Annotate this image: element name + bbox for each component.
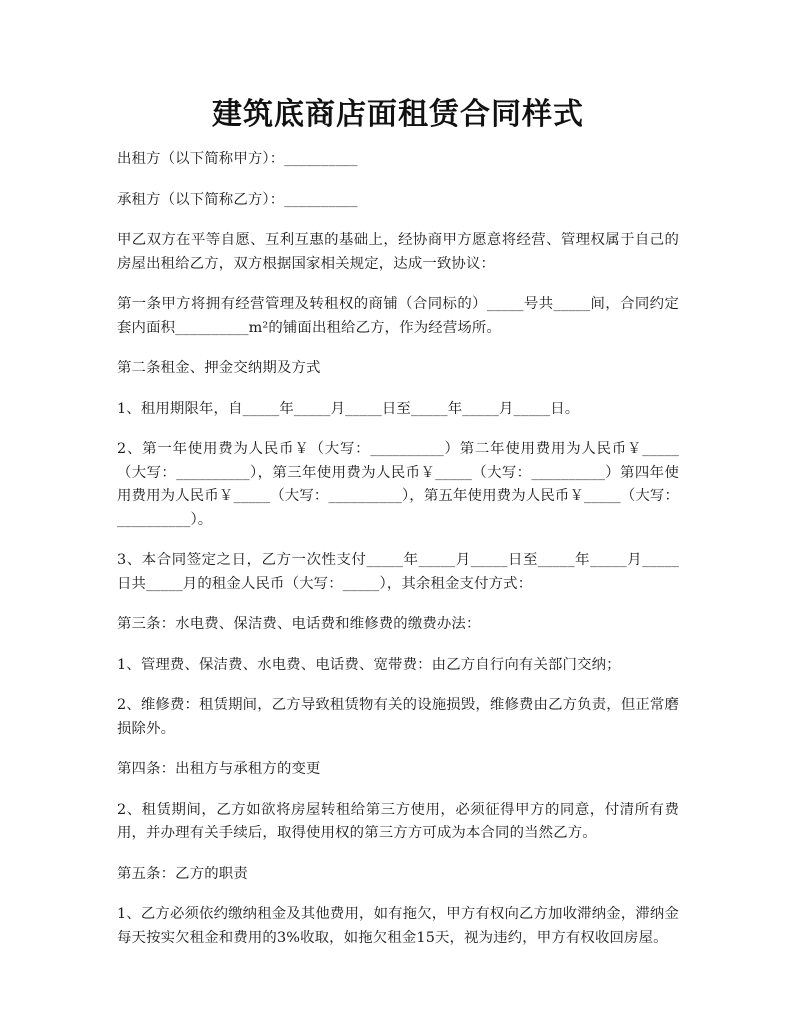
article-4-heading: 第四条：出租方与承租方的变更 bbox=[117, 761, 321, 777]
article-3-heading: 第三条：水电费、保洁费、电话费和维修费的缴费办法： bbox=[117, 616, 481, 632]
article-5-clause-1: 1、乙方必须依约缴纳租金及其他费用，如有拖欠，甲方有权向乙方加收滞纳金，滞纳金每天按实欠租金和费用的3%收取，如拖欠租金15天，视为违约，甲方有权收回房屋。 bbox=[117, 906, 679, 946]
preamble-paragraph: 甲乙双方在平等自愿、互利互惠的基础上，经协商甲方愿意将经营、管理权属于自己的房屋出租给乙方，双方根据国家相关规定，达成一致协议： bbox=[117, 232, 679, 272]
article-2-clause-3: 3、本合同签定之日，乙方一次性支付_____年_____月_____日至_____年_____月_____日共_____月的租金人民币（大写：_____），其余租金支付方式： bbox=[117, 552, 679, 592]
party-b-line: 承租方（以下简称乙方）：__________ bbox=[117, 191, 358, 208]
article-4-clause-2: 2、租赁期间，乙方如欲将房屋转租给第三方使用，必须征得甲方的同意，付清所有费用，并办理有关手续后，取得使用权的第三方方可成为本合同的当然乙方。 bbox=[117, 801, 679, 841]
party-a-line: 出租方（以下简称甲方）：__________ bbox=[117, 151, 358, 167]
document-title: 建筑底商店面租赁合同样式 bbox=[212, 97, 584, 132]
article-2-clause-2: 2、第一年使用费为人民币￥（大写：__________）第二年使用费用为人民币￥_____（大写：__________），第三年使用费为人民币￥_____（大写：__________）第四年使用费用为人民币￥_____（大写：__________），第五年使用费为人民币￥_____（大写：__________）。 bbox=[117, 441, 679, 528]
article-3-clause-1: 1、管理费、保洁费、水电费、电话费、宽带费：由乙方自行向有关部门交纳； bbox=[117, 656, 621, 673]
article-2-heading: 第二条租金、押金交纳期及方式 bbox=[117, 360, 321, 376]
article-1-paragraph: 第一条甲方将拥有经营管理及转租权的商铺（合同标的）_____号共_____间，合同约定套内面积__________m²的铺面出租给乙方，作为经营场所。 bbox=[117, 296, 679, 336]
document-body bbox=[117, 148, 679, 950]
article-5-heading: 第五条：乙方的职责 bbox=[117, 865, 248, 882]
article-2-clause-1: 1、租用期限年，自_____年_____月_____日至_____年_____月_____日。 bbox=[117, 400, 580, 417]
article-3-clause-2: 2、维修费：租赁期间，乙方导致租赁物有关的设施损毁，维修费由乙方负责，但正常磨损除外。 bbox=[117, 697, 679, 737]
